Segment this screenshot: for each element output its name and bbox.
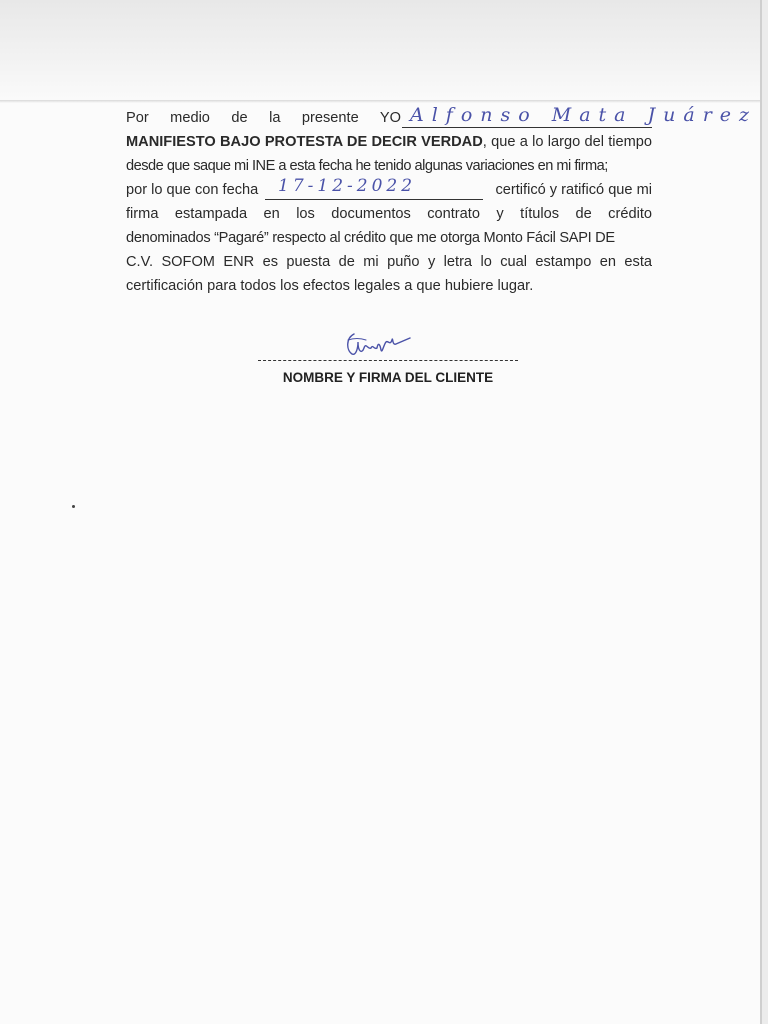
- declaration-line-3: desde que saque mi INE a esta fecha he tenido algunas variaciones en mi firma;: [126, 158, 608, 174]
- declaration-bold-statement: MANIFIESTO BAJO PROTESTA DE DECIR VERDAD: [126, 134, 483, 150]
- declaration-line-4-prefix: por lo que con fecha: [126, 182, 259, 198]
- client-name-handwritten: Alfonso Mata Juárez: [410, 104, 758, 126]
- declaration-line-2-rest: , que a lo largo del tiempo: [482, 134, 653, 150]
- date-blank-line: [265, 199, 483, 200]
- declaration-line-4-suffix: certificó y ratificó que mi: [495, 182, 652, 198]
- scan-speck: [72, 505, 75, 508]
- declaration-line-6: denominados “Pagaré” respecto al crédito que me otorga Monto Fácil SAPI DE: [126, 230, 615, 246]
- declaration-line-7: C.V. SOFOM ENR es puesta de mi puño y letra lo cual estampo en esta: [126, 254, 652, 270]
- signature-line: [258, 360, 518, 361]
- declaration-paragraph: [126, 106, 652, 298]
- declaration-line-1-prefix: Por medio de la presente YO: [126, 110, 401, 126]
- signature-caption: NOMBRE Y FIRMA DEL CLIENTE: [282, 370, 494, 385]
- scan-top-shadow: [0, 0, 760, 105]
- declaration-line-2: [126, 130, 652, 154]
- date-handwritten: 17-12-2022: [278, 176, 417, 196]
- declaration-line-5: firma estampada en los documentos contrato y títulos de crédito: [126, 206, 652, 222]
- scan-paper-edge: [0, 100, 760, 103]
- client-signature: [340, 328, 416, 362]
- declaration-line-8: certificación para todos los efectos legales a que hubiere lugar.: [126, 278, 534, 294]
- name-blank-line: [402, 127, 652, 128]
